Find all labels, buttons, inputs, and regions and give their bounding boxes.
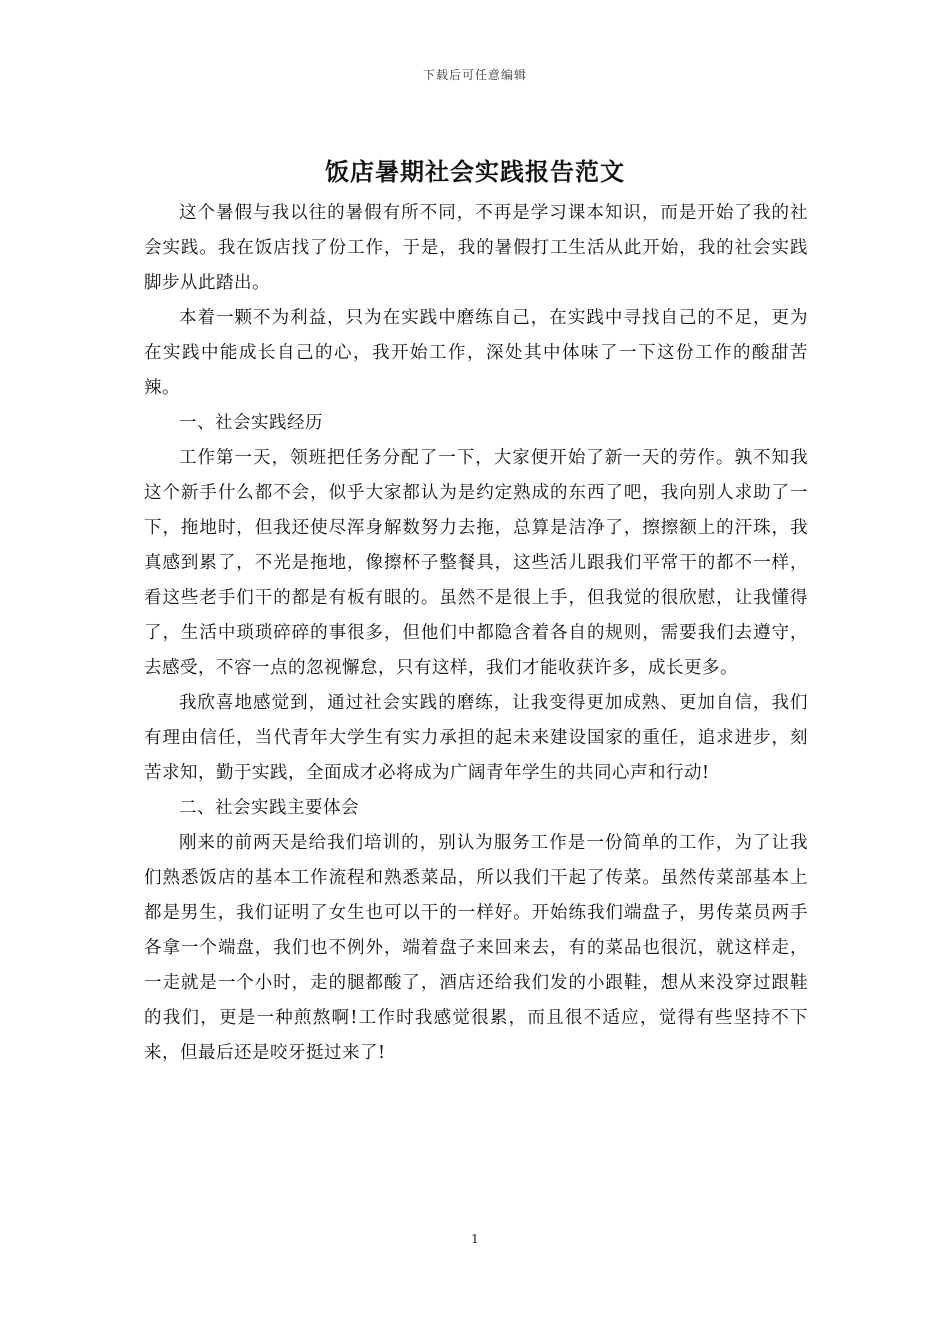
page-number: 1 <box>471 1232 479 1246</box>
document-body <box>144 196 808 1071</box>
section-heading-experience: 一、社会实践经历 <box>179 413 323 433</box>
document-title: 饭店暑期社会实践报告范文 <box>325 157 625 186</box>
paragraph-motivation: 本着一颗不为利益，只为在实践中磨练自己，在实践中寻找自己的不足，更为在实践中能成长自己的心，我开始工作，深处其中体味了一下这份工作的酸甜苦辣。 <box>144 308 808 398</box>
paragraph-intro: 这个暑假与我以往的暑假有所不同，不再是学习课本知识，而是开始了我的社会实践。我在饭店找了份工作，于是，我的暑假打工生活从此开始，我的社会实践脚步从此踏出。 <box>144 203 808 293</box>
paragraph-reflection: 我欣喜地感觉到，通过社会实践的磨练，让我变得更加成熟、更加自信，我们有理由信任，当代青年大学生有实力承担的起未来建设国家的重任，追求进步，刻苦求知，勤于实践，全面成才必将成为广阔青年学生的共同心声和行动! <box>144 693 808 783</box>
paragraph-first-day: 工作第一天，领班把任务分配了一下，大家便开始了新一天的劳作。孰不知我这个新手什么都不会，似乎大家都认为是约定熟成的东西了吧，我向别人求助了一下，拖地时，但我还使尽浑身解数努力去拖，总算是洁净了，擦擦额上的汗珠，我真感到累了，不光是拖地，像擦杯子整餐具，这些活儿跟我们平常干的都不一样，看这些老手们干的都是有板有眼的。虽然不是很上手，但我觉的很欣慰，让我懂得了，生活中琐琐碎碎的事很多，但他们中都隐含着各自的规则，需要我们去遵守，去感受，不容一点的忽视懈怠，只有这样，我们才能收获许多，成长更多。 <box>144 448 808 678</box>
section-heading-insights: 二、社会实践主要体会 <box>179 798 359 818</box>
paragraph-training: 刚来的前两天是给我们培训的，别认为服务工作是一份简单的工作，为了让我们熟悉饭店的基本工作流程和熟悉菜品，所以我们干起了传菜。虽然传菜部基本上都是男生，我们证明了女生也可以干的一样好。开始练我们端盘子，男传菜员两手各拿一个端盘，我们也不例外，端着盘子来回来去，有的菜品也很沉，就这样走，一走就是一个小时，走的腿都酸了，酒店还给我们发的小跟鞋，想从来没穿过跟鞋的我们，更是一种煎熬啊!工作时我感觉很累，而且很不适应，觉得有些坚持不下来，但最后还是咬牙挺过来了! <box>144 833 808 1063</box>
header-note: 下载后可任意编辑 <box>422 68 527 82</box>
